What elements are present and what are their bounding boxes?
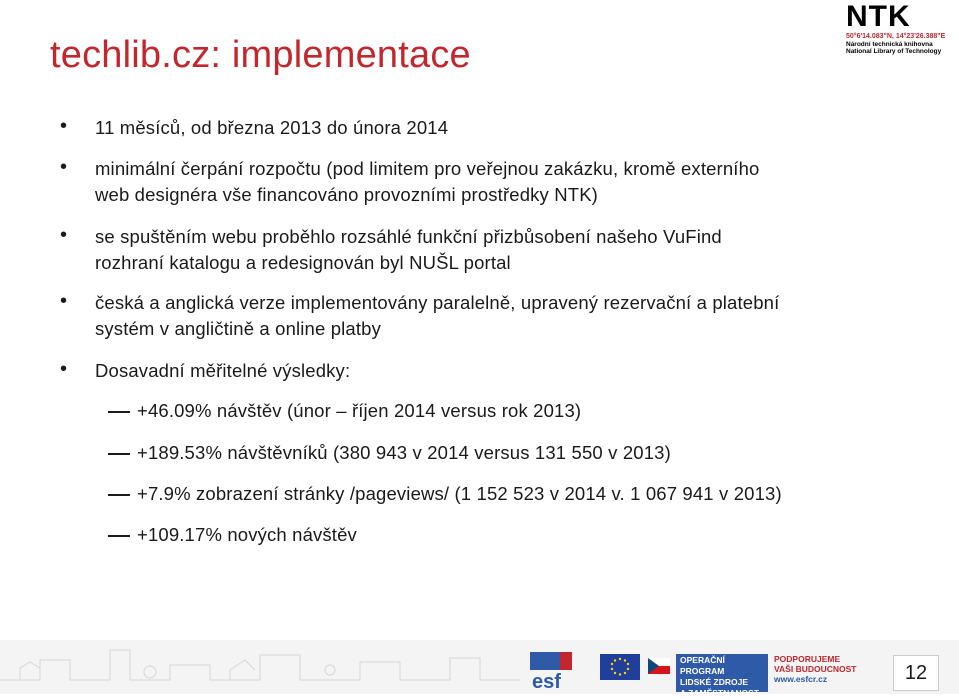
result-item: +7.9% zobrazení stránky /pageviews/ (1 152 523 v 2014 v. 1 067 941 v 2013) bbox=[137, 483, 782, 504]
pod-line: VAŠI BUDOUCNOST bbox=[774, 664, 857, 674]
pod-line: PODPORUJEME bbox=[774, 654, 841, 664]
page-number: 12 bbox=[893, 655, 939, 691]
bullet-line: rozhraní katalogu a redesignován byl NUŠL portal bbox=[95, 252, 511, 273]
bullet-item bbox=[95, 115, 925, 141]
logo-mark: NTK bbox=[846, 0, 911, 33]
result-dash bbox=[108, 494, 130, 496]
bullet-line: 11 měsíců, od března 2013 do února 2014 bbox=[95, 117, 449, 138]
esf-logo bbox=[530, 652, 596, 692]
logo-name-cz: Národní technická knihovna bbox=[846, 41, 933, 48]
cz-flag-icon bbox=[648, 658, 670, 674]
result-item: +189.53% návštěvníků (380 943 v 2014 versus 131 550 v 2013) bbox=[137, 442, 671, 463]
svg-text:esf: esf bbox=[532, 671, 561, 692]
result-dash bbox=[108, 453, 130, 455]
bullet-marker: • bbox=[60, 156, 68, 178]
bullet-item bbox=[95, 358, 925, 384]
bullet-marker: • bbox=[60, 358, 68, 380]
bullet-line: Dosavadní měřitelné výsledky: bbox=[95, 360, 351, 381]
op-line: A ZAMĚSTNANOST bbox=[680, 688, 760, 698]
result-dash bbox=[108, 535, 130, 537]
logo-name-en: National Library of Technology bbox=[846, 48, 942, 55]
bullet-line: česká a anglická verze implementovány paralelně, upravený rezervační a platební bbox=[95, 292, 780, 313]
bullet-line: systém v angličtině a online platby bbox=[95, 318, 381, 339]
bullet-item bbox=[95, 290, 925, 342]
bullet-line: web designéra vše financováno provozními prostředky NTK) bbox=[95, 184, 598, 205]
bullet-marker: • bbox=[60, 290, 68, 312]
podporujeme-logo bbox=[774, 654, 868, 692]
bullet-line: minimální čerpání rozpočtu (pod limitem pro veřejnou zakázku, kromě externího bbox=[95, 158, 760, 179]
bullet-marker: • bbox=[60, 115, 68, 137]
result-item: +46.09% návštěv (únor – říjen 2014 versus rok 2013) bbox=[137, 400, 582, 421]
bullet-item bbox=[95, 224, 925, 276]
bullet-marker: • bbox=[60, 224, 68, 246]
city-sketch-decoration bbox=[0, 640, 520, 694]
logo-coordinates: 50°6'14.083"N, 14°23'26.388"E bbox=[846, 33, 946, 40]
bullet-item bbox=[95, 156, 925, 208]
eu-flag-icon bbox=[600, 654, 640, 680]
op-line: OPERAČNÍ PROGRAM bbox=[680, 655, 725, 676]
pod-url: www.esfcr.cz bbox=[774, 674, 828, 684]
slide-title: techlib.cz: implementace bbox=[50, 34, 471, 76]
bullet-line: se spuštěním webu proběhlo rozsáhlé funkční přizbůsobení našeho VuFind bbox=[95, 226, 722, 247]
result-item: +109.17% nových návštěv bbox=[137, 524, 357, 545]
op-lidske-zdroje-logo bbox=[676, 654, 768, 698]
op-line: LIDSKÉ ZDROJE bbox=[680, 677, 749, 687]
footer-band bbox=[0, 640, 959, 698]
result-dash bbox=[108, 411, 130, 413]
